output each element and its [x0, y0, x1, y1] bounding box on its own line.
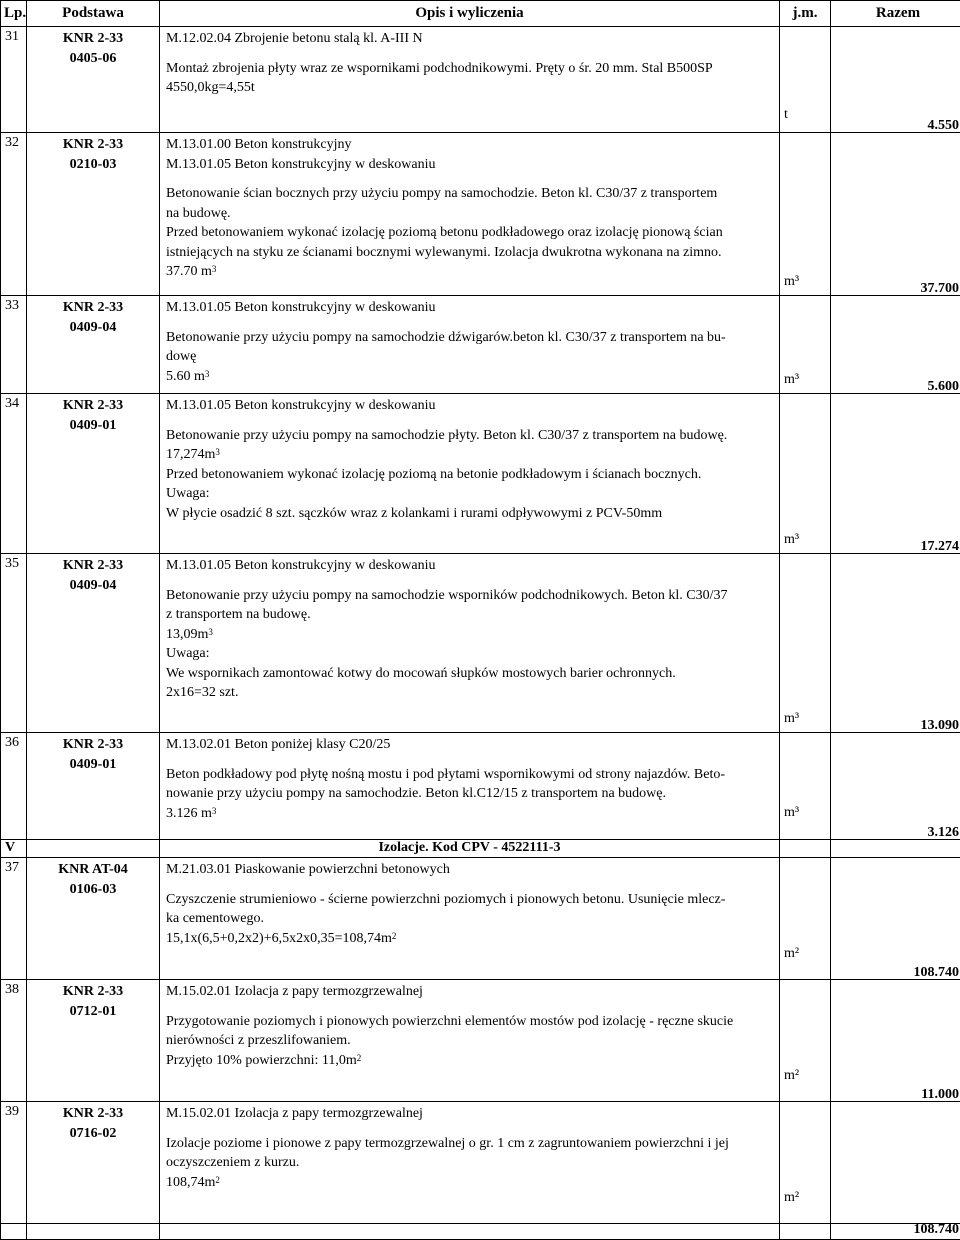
table-row — [1, 296, 960, 394]
table-row — [1, 1102, 960, 1224]
row-total: 5.600 — [831, 394, 960, 554]
header-total: Razem — [831, 1, 960, 27]
row-base: KNR 2-33 0716-02 — [27, 1102, 160, 1224]
row-lp: 38 — [1, 980, 27, 1102]
row-unit: m³ — [780, 296, 831, 394]
row-lp: 31 — [1, 27, 27, 133]
row-base: KNR AT-04 0106-03 — [27, 858, 160, 980]
row-base: KNR 2-33 0405-06 — [27, 27, 160, 133]
row-unit: m³ — [780, 133, 831, 296]
row-total: 37.700 — [831, 296, 960, 394]
header-base: Podstawa — [27, 1, 160, 27]
row-unit: m³ — [780, 394, 831, 554]
table-row-final-total — [1, 1224, 960, 1240]
row-base: KNR 2-33 0409-01 — [27, 733, 160, 840]
row-unit: m² — [780, 980, 831, 1102]
table-row — [1, 554, 960, 733]
row-base: KNR 2-33 0409-04 — [27, 554, 160, 733]
row-base: KNR 2-33 0409-04 — [27, 296, 160, 394]
row-lp: 37 — [1, 858, 27, 980]
row-description: M.13.02.01 Beton poniżej klasy C20/25 Beton podkładowy pod płytę nośną mostu i pod płytami wspornikowymi od strony najazdów. Beto- nowanie przy użyciu pompy na samochodzie. Beton kl.C12/15 z transportem na budowę. 3.126 $m^3$ — [160, 733, 780, 840]
row-unit: t — [780, 27, 831, 133]
row-unit: m² — [780, 858, 831, 980]
header-desc: Opis i wyliczenia — [160, 1, 780, 27]
row-base: KNR 2-33 0210-03 — [27, 133, 160, 296]
row-base: KNR 2-33 0712-01 — [27, 980, 160, 1102]
row-unit: m³ — [780, 554, 831, 733]
row-total — [831, 27, 960, 133]
row-lp: 39 — [1, 1102, 27, 1224]
row-unit: m² — [780, 1102, 831, 1224]
row-description: M.15.02.01 Izolacja z papy termozgrzewalnej Izolacje poziome i pionowe z papy termozgrzewalnej o gr. 1 cm z zagruntowaniem powierzchni i jej oczyszczeniem z kurzu. $108,74m^2$ — [160, 1102, 780, 1224]
row-total: 108.740 — [831, 1224, 960, 1240]
row-lp: 32 — [1, 133, 27, 296]
row-unit: m³ — [780, 733, 831, 840]
row-total: 108.740 — [831, 980, 960, 1102]
section-lp: V — [1, 840, 27, 858]
row-description: M.13.01.05 Beton konstrukcyjny w deskowaniu Betonowanie przy użyciu pompy na samochodzie dźwigarów.beton kl. C30/37 z transportem na bu- dowę 5.60 $m^3$ — [160, 296, 780, 394]
section-row — [1, 840, 960, 858]
row-lp: 34 — [1, 394, 27, 554]
row-total: 4.550 — [831, 133, 960, 296]
row-description: M.13.01.00 Beton konstrukcyjny M.13.01.05 Beton konstrukcyjny w deskowaniu Betonowanie ścian bocznych przy użyciu pompy na samochodzie. Beton kl. C30/37 z transportem na budowę. Przed betonowaniem wykonać izolację poziomą betonu podkładowego oraz izolację pionową ścian istniejących na styku ze ścianami bocznymi wylewanymi. Izolacja dwukrotna wykonana na zimno. 37.70 $m^3$ — [160, 133, 780, 296]
table-row — [1, 980, 960, 1102]
row-lp: 35 — [1, 554, 27, 733]
row-total: 11.000 — [831, 1102, 960, 1224]
section-total: 3.126 — [831, 840, 960, 858]
table-row — [1, 133, 960, 296]
row-description: M.13.01.05 Beton konstrukcyjny w deskowaniu Betonowanie przy użyciu pompy na samochodzie płyty. Beton kl. C30/37 z transportem na budowę. $17,274m^3$ Przed betonowaniem wykonać izolację poziomą na betonie podkładowym i ścianach bocznych. Uwaga: W płycie osadzić 8 szt. sączków wraz z kolankami i rurami odpływowymi z PCV-50mm — [160, 394, 780, 554]
section-title: Izolacje. Kod CPV - 4522111-3 — [160, 840, 780, 858]
table-row — [1, 394, 960, 554]
row-description: M.21.03.01 Piaskowanie powierzchni betonowych Czyszczenie strumieniowo - ścierne powierzchni poziomych i pionowych betonu. Usunięcie mlecz- ka cementowego. $15,1x(6,5+0,2x2)+6,5x2x0,35=108,74m^2$ — [160, 858, 780, 980]
row-total: 17.274 — [831, 554, 960, 733]
row-total: 13.090 — [831, 733, 960, 840]
table-row — [1, 858, 960, 980]
table-row — [1, 733, 960, 840]
row-description: M.15.02.01 Izolacja z papy termozgrzewalnej Przygotowanie poziomych i pionowych powierzchni elementów mostów pod izolację - ręczne skucie nierówności z przeszlifowaniem. Przyjęto 10% powierzchni: $11,0m^2$ — [160, 980, 780, 1102]
row-description: M.13.01.05 Beton konstrukcyjny w deskowaniu Betonowanie przy użyciu pompy na samochodzie wsporników podchodnikowych. Beton kl. C30/37 z transportem na budowę. $13,09m^3$ Uwaga: We wspornikach zamontować kotwy do mocowań słupków mostowych barier ochronnych. 2x16=32 szt. — [160, 554, 780, 733]
header-unit: j.m. — [780, 1, 831, 27]
row-total — [831, 858, 960, 980]
header-lp: Lp. — [1, 1, 27, 27]
table-header — [1, 1, 960, 27]
row-base: KNR 2-33 0409-01 — [27, 394, 160, 554]
row-lp: 36 — [1, 733, 27, 840]
row-description: M.12.02.04 Zbrojenie betonu stalą kl. A-III N Montaż zbrojenia płyty wraz ze wspornikami podchodnikowymi. Pręty o śr. 20 mm. Stal B500SP 4550,0kg=4,55t — [160, 27, 780, 133]
row-lp: 33 — [1, 296, 27, 394]
table-row — [1, 27, 960, 133]
